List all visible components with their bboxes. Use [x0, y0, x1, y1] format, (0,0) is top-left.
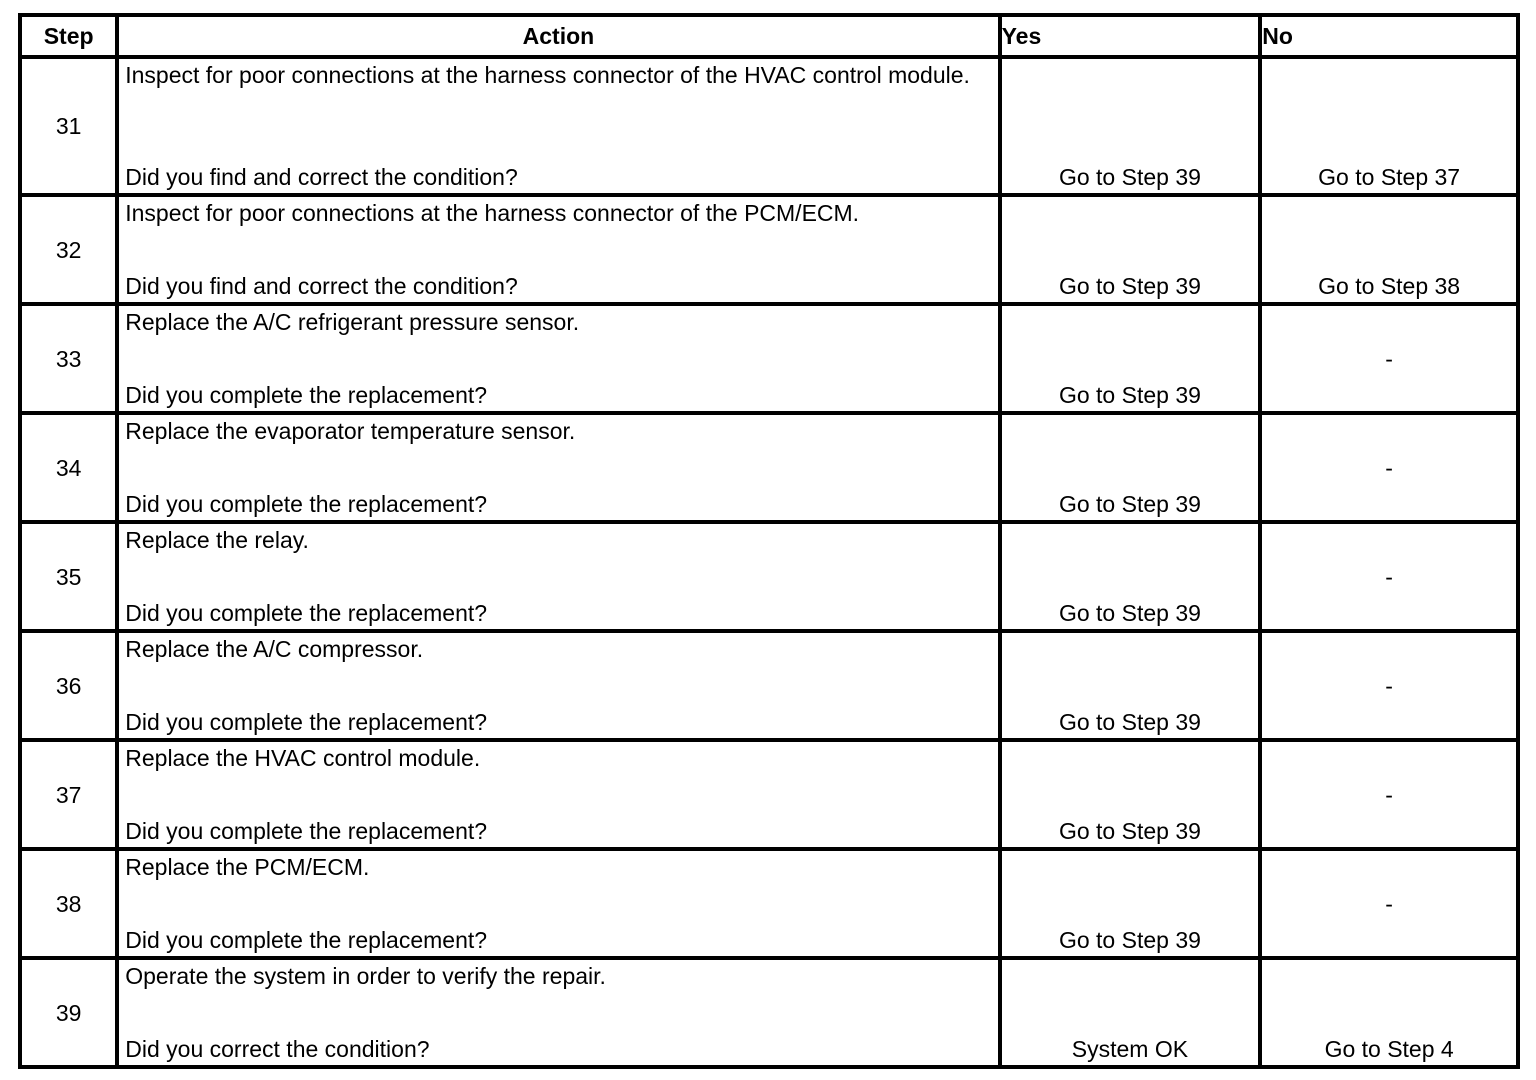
yes-result: Go to Step 39 [1000, 304, 1261, 413]
header-action: Action [117, 15, 999, 57]
diagnostic-table [18, 13, 1520, 1069]
yes-result: Go to Step 39 [1000, 522, 1261, 631]
no-result: - [1260, 413, 1518, 522]
no-result: - [1260, 522, 1518, 631]
action-cell [117, 195, 999, 304]
action-cell [117, 958, 999, 1067]
step-number: 37 [20, 740, 117, 849]
table-row [20, 740, 1518, 849]
no-result: Go to Step 37 [1260, 57, 1518, 195]
step-number: 36 [20, 631, 117, 740]
action-text: Replace the A/C refrigerant pressure sensor. [125, 309, 580, 335]
yes-result: Go to Step 39 [1000, 195, 1261, 304]
action-text: Operate the system in order to verify the repair. [125, 963, 606, 989]
step-number: 38 [20, 849, 117, 958]
action-cell [117, 522, 999, 631]
action-text: Inspect for poor connections at the harness connector of the HVAC control module. [125, 62, 970, 88]
header-row [20, 15, 1518, 57]
step-number: 34 [20, 413, 117, 522]
table-row [20, 304, 1518, 413]
question-text: Did you find and correct the condition? [125, 273, 518, 299]
question-text: Did you complete the replacement? [125, 491, 488, 517]
action-text: Replace the evaporator temperature sensor. [125, 418, 576, 444]
yes-result: Go to Step 39 [1000, 740, 1261, 849]
question-text: Did you correct the condition? [125, 1036, 430, 1062]
step-number: 39 [20, 958, 117, 1067]
table-row [20, 413, 1518, 522]
action-cell [117, 413, 999, 522]
no-result: Go to Step 4 [1260, 958, 1518, 1067]
question-text: Did you find and correct the condition? [125, 164, 518, 190]
no-result: - [1260, 304, 1518, 413]
header-no: No [1260, 15, 1518, 57]
action-cell [117, 631, 999, 740]
question-text: Did you complete the replacement? [125, 818, 488, 844]
action-cell [117, 304, 999, 413]
question-text: Did you complete the replacement? [125, 600, 488, 626]
table-row [20, 57, 1518, 195]
yes-result: Go to Step 39 [1000, 413, 1261, 522]
action-text: Replace the PCM/ECM. [125, 854, 370, 880]
header-step: Step [20, 15, 117, 57]
no-result: - [1260, 631, 1518, 740]
table-row [20, 958, 1518, 1067]
action-cell [117, 740, 999, 849]
action-text: Replace the relay. [125, 527, 309, 553]
action-cell [117, 57, 999, 195]
header-yes: Yes [1000, 15, 1261, 57]
step-number: 32 [20, 195, 117, 304]
step-number: 33 [20, 304, 117, 413]
table-row [20, 631, 1518, 740]
action-text: Replace the HVAC control module. [125, 745, 481, 771]
no-result: - [1260, 849, 1518, 958]
question-text: Did you complete the replacement? [125, 382, 488, 408]
no-result: Go to Step 38 [1260, 195, 1518, 304]
yes-result: Go to Step 39 [1000, 849, 1261, 958]
question-text: Did you complete the replacement? [125, 709, 488, 735]
yes-result: System OK [1000, 958, 1261, 1067]
action-text: Inspect for poor connections at the harness connector of the PCM/ECM. [125, 200, 860, 226]
action-text: Replace the A/C compressor. [125, 636, 424, 662]
table-row [20, 849, 1518, 958]
yes-result: Go to Step 39 [1000, 57, 1261, 195]
action-cell [117, 849, 999, 958]
question-text: Did you complete the replacement? [125, 927, 488, 953]
yes-result: Go to Step 39 [1000, 631, 1261, 740]
table-row [20, 195, 1518, 304]
step-number: 31 [20, 57, 117, 195]
table-row [20, 522, 1518, 631]
step-number: 35 [20, 522, 117, 631]
no-result: - [1260, 740, 1518, 849]
